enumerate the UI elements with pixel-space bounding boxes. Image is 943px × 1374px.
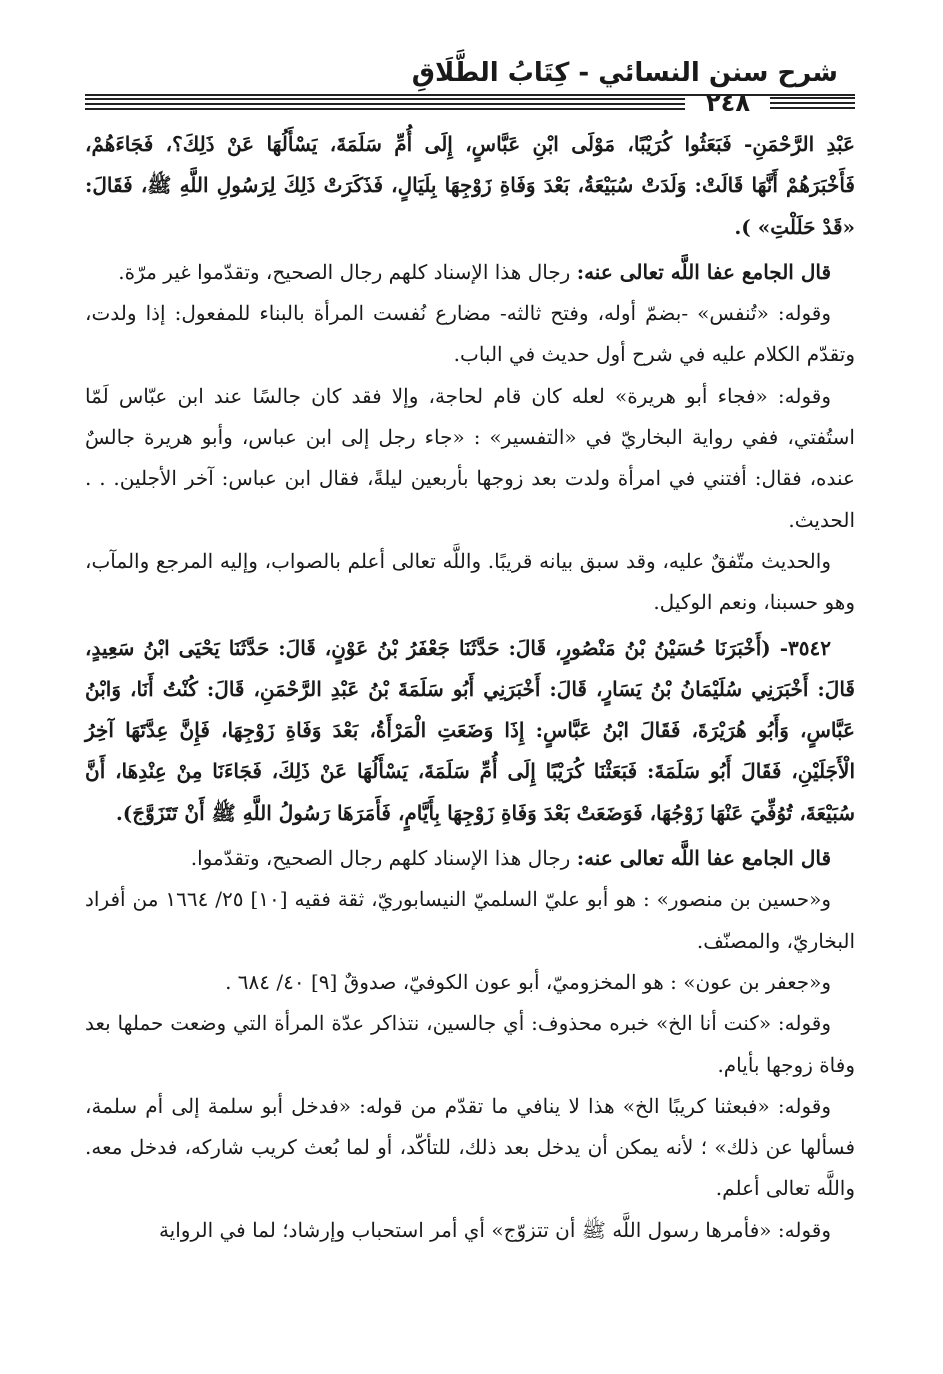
plain-text: وقوله: «فبعثنا كريبًا الخ» هذا لا ينافي ما تقدّم من قوله: «فدخل أبو سلمة إلى أم سلمة، فسألها عن ذلك» ؛ لأنه يمكن أن يدخل بعد ذلك، للتأكّد، أو لما بُعث كريب شاركه، فدخل معه. واللَّه تعالى أعلم. [85,1093,855,1201]
plain-text: وقوله: «فجاء أبو هريرة» لعله كان قام لحاجة، وإلا فقد كان جالسًا عند ابن عبّاس لَمّا استُفتي، ففي رواية البخاريّ في «التفسير» : «جاء رجل إلى ابن عباس، وأبو هريرة جالسٌ عنده، فقال: أفتني في امرأة ولدت بعد زوجها بأربعين ليلةً، فقال ابن عباس: آخر الأجلين. . . الحديث. [85,383,855,532]
plain-text: والحديث متّفقٌ عليه، وقد سبق بيانه قريبًا. واللَّه تعالى أعلم بالصواب، وإليه المرجع والمآب، وهو حسبنا، ونعم الوكيل. [85,548,855,615]
commentary-paragraph [85,1003,855,1086]
page-body [85,124,855,1251]
header-rule-long [85,98,685,112]
plain-text: وقوله: «فأمرها رسول اللَّه ﷺ أن تتزوّج» أي أمر استحباب وإرشاد؛ لما في الرواية [158,1217,831,1242]
commentary-paragraph [85,1086,855,1210]
bold-text: ٣٥٤٢- (أَخْبَرَنَا حُسَيْنُ بْنُ مَنْصُورٍ، قَالَ: حَدَّثَنَا جَعْفَرُ بْنُ عَوْنٍ، قَالَ: حَدَّثَنَا يَحْيَى ابْنُ سَعِيدٍ، قَالَ: أَخْبَرَنِي سُلَيْمَانُ بْنُ يَسَارٍ، قَالَ: أَخْبَرَنِي أَبُو سَلَمَةَ بْنُ عَبْدِ الرَّحْمَنِ، قَالَ: كُنْتُ أَنَا، وَابْنُ عَبَّاسٍ، وَأَبُو هُرَيْرَةَ، فَقَالَ ابْنُ عَبَّاسٍ: إِذَا وَضَعَتِ الْمَرْأَةُ، بَعْدَ وَفَاةِ زَوْجِهَا، فَإِنَّ عِدَّتَهَا آخِرُ الْأَجَلَيْنِ، فَقَالَ أَبُو سَلَمَةَ: فَبَعَثْنَا كُرَيْبًا إِلَى أُمِّ سَلَمَةَ، يَسْأَلُهَا عَنْ ذَلِكَ، فَجَاءَنَا مِنْ عِنْدِهَا، أَنَّ سُبَيْعَةَ، تُوُفِّيَ عَنْهَا زَوْجُهَا، فَوَضَعَتْ بَعْدَ وَفَاةِ زَوْجِهَا بِأَيَّامٍ، فَأَمَرَهَا رَسُولُ اللَّهِ ﷺ أَنْ تَتَزَوَّجَ). [85,635,855,825]
bold-text: قال الجامع عفا اللَّه تعالى عنه: [576,846,831,871]
commentary-paragraph [85,541,855,624]
commentary-paragraph [85,252,855,293]
commentary-paragraph [85,1210,855,1251]
hadith-text-continuation [85,124,855,248]
plain-text: و«حسين بن منصور» : هو أبو عليّ السلميّ النيسابوريّ، ثقة فقيه [١٠] ٢٥/ ١٦٦٤ من أفراد البخاريّ، والمصنّف. [85,887,855,953]
plain-text: رجال هذا الإسناد كلهم رجال الصحيح، وتقدّموا غير مرّة. [118,259,577,284]
plain-text: و«جعفر بن عون» : هو المخزوميّ، أبو عون الكوفيّ، صدوقٌ [٩] ٤٠/ ٦٨٤ . [225,969,831,994]
header-rule-short [770,97,855,115]
plain-text: وقوله: «كنت أنا الخ» خبره محذوف: أي جالسين، نتذاكر عدّة المرأة التي وضعت حملها بعد وفاة زوجها بأيام. [85,1011,855,1077]
hadith-paragraph [85,628,855,834]
commentary-paragraph [85,838,855,879]
commentary-paragraph [85,376,855,541]
page-number: ٢٤٨ [706,89,750,117]
running-header-title: شرح سنن النسائي - كِتَابُ الطَّلَاقِ [411,58,838,88]
bold-text: عَبْدِ الرَّحْمَنِ- فَبَعَثُوا كُرَيْبًا، مَوْلَى ابْنِ عَبَّاسٍ، إِلَى أُمِّ سَلَمَةَ، يَسْأَلُهَا عَنْ ذَلِكَ؟، فَجَاءَهُمْ، فَأَخْبَرَهُمْ أَنَّهَا قَالَتْ: وَلَدَتْ سُبَيْعَةُ، بَعْدَ وَفَاةِ زَوْجِهَا بِلَيَالٍ، فَذَكَرَتْ ذَلِكَ لِرَسُولِ اللَّهِ ﷺ، فَقَالَ: «قَدْ حَلَلْتِ» ). [85,132,855,239]
commentary-paragraph [85,879,855,962]
commentary-paragraph [85,293,855,376]
commentary-paragraph [85,962,855,1003]
bold-text: قال الجامع عفا اللَّه تعالى عنه: [576,259,831,284]
plain-text: وقوله: «تُنفس» -بضمّ أوله، وفتح ثالثه- مضارع نُفست المرأة بالبناء للمفعول: إذا ولدت، وتقدّم الكلام عليه في شرح أول حديث في الباب. [85,301,855,367]
plain-text: رجال هذا الإسناد كلهم رجال الصحيح، وتقدّموا. [190,846,577,871]
